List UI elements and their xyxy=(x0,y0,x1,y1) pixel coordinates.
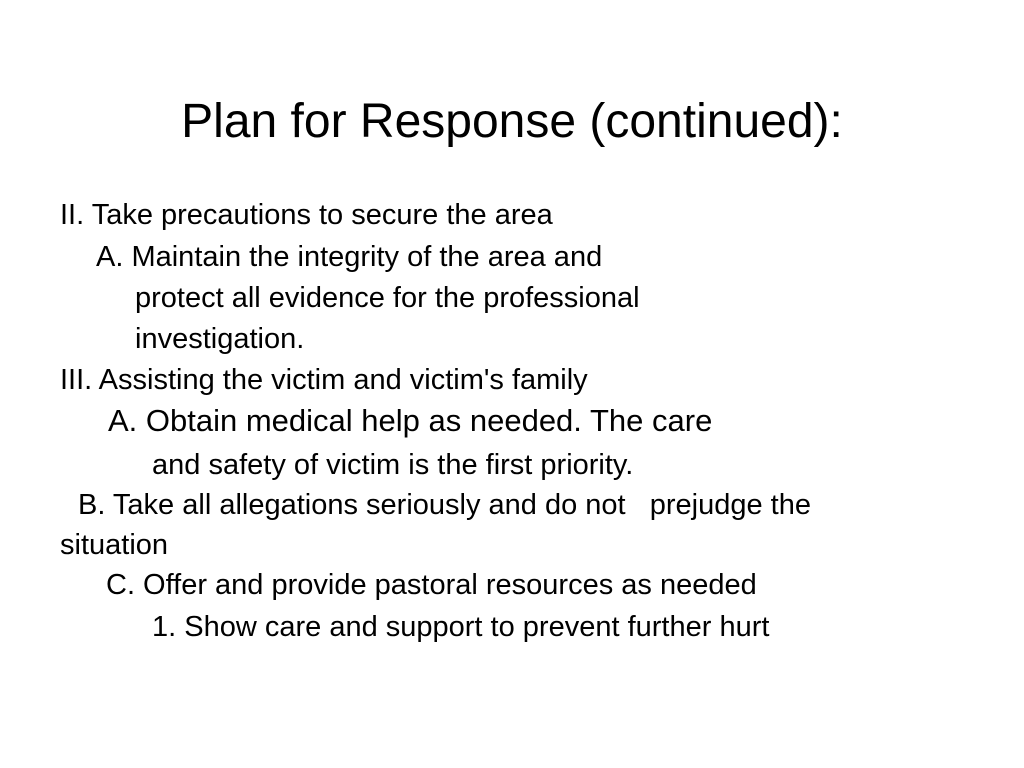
outline-item-iii-c-1: 1. Show care and support to prevent further hurt xyxy=(152,611,770,643)
outline-item-iii-a-cont: and safety of victim is the first priority. xyxy=(152,449,634,481)
outline-item-ii-a-cont-1: protect all evidence for the professional xyxy=(135,282,640,314)
slide-title: Plan for Response (continued): xyxy=(181,95,843,148)
outline-item-iii-a: A. Obtain medical help as needed. The care xyxy=(108,403,713,438)
outline-item-iii-b: B. Take all allegations seriously and do not prejudge the xyxy=(78,489,812,521)
outline-item-iii-b-cont: situation xyxy=(60,529,169,561)
outline-item-ii-a: A. Maintain the integrity of the area and xyxy=(96,241,603,273)
outline-item-ii-a-cont-2: investigation. xyxy=(135,323,305,355)
outline-item-iii: III. Assisting the victim and victim's family xyxy=(60,364,588,396)
outline-item-ii: II. Take precautions to secure the area xyxy=(60,199,553,231)
outline-item-iii-c: C. Offer and provide pastoral resources as needed xyxy=(106,569,757,601)
